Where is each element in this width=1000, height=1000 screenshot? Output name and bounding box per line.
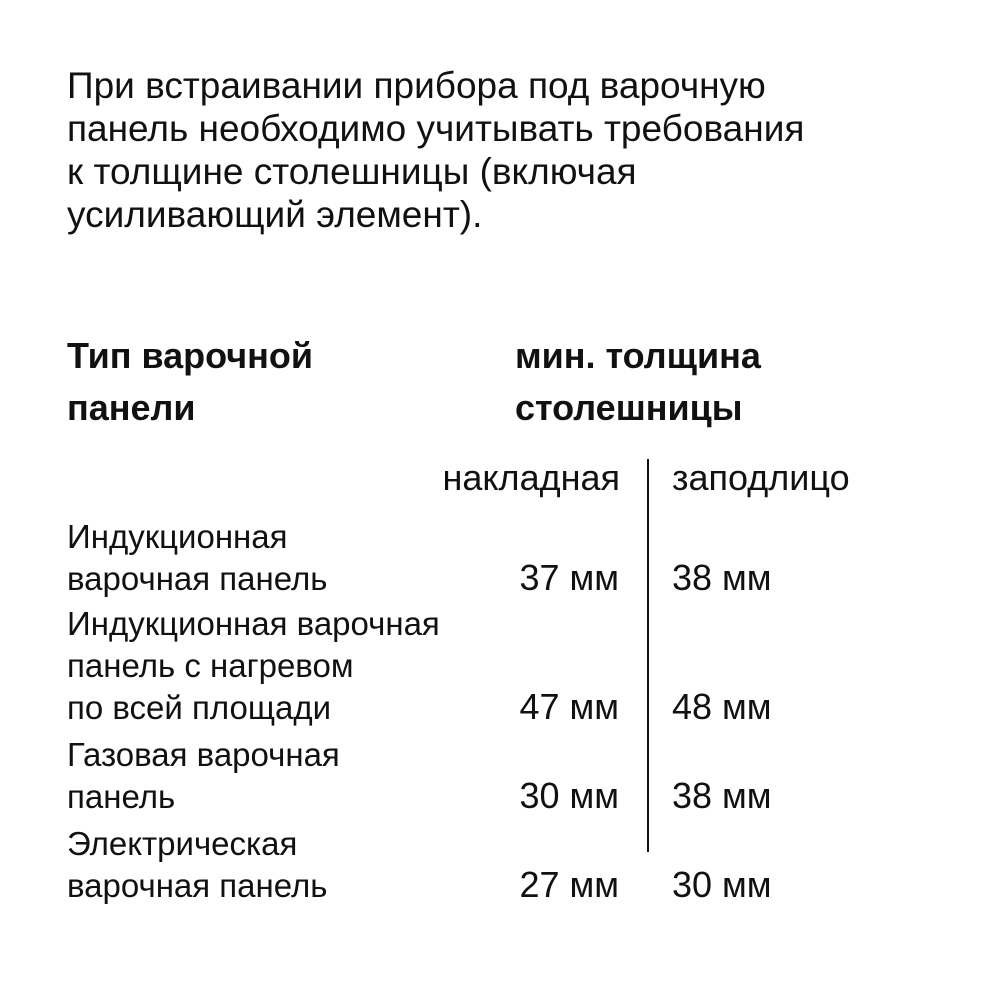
row-value-overlay-induction: 37 мм — [519, 557, 619, 598]
column-divider — [647, 459, 649, 852]
row-value-flush-induction: 38 мм — [672, 557, 772, 598]
row-value-overlay-electric: 27 мм — [519, 864, 619, 905]
column-header-min-thickness: мин. толщина столешницы — [515, 335, 761, 428]
row-value-overlay-gas: 30 мм — [519, 775, 619, 816]
row-value-overlay-full-area-induction: 47 мм — [519, 686, 619, 727]
row-value-flush-gas: 38 мм — [672, 775, 772, 816]
row-value-flush-full-area-induction: 48 мм — [672, 686, 772, 727]
row-name-gas: Газовая варочная панель — [67, 736, 340, 815]
row-name-electric: Электрическая варочная панель — [67, 825, 328, 904]
intro-paragraph: При встраивании прибора под варочную панель необходимо учитывать требования к толщине столешницы (включая усиливающий элемент). — [67, 65, 805, 235]
subheader-overlay: накладная — [442, 457, 620, 498]
row-name-full-area-induction: Индукционная варочная панель с нагревом по всей площади — [67, 605, 440, 726]
subheader-flush: заподлицо — [672, 457, 850, 498]
row-value-flush-electric: 30 мм — [672, 864, 772, 905]
column-header-hob-type: Тип варочной панели — [67, 335, 314, 428]
row-name-induction: Индукционная варочная панель — [67, 518, 328, 597]
